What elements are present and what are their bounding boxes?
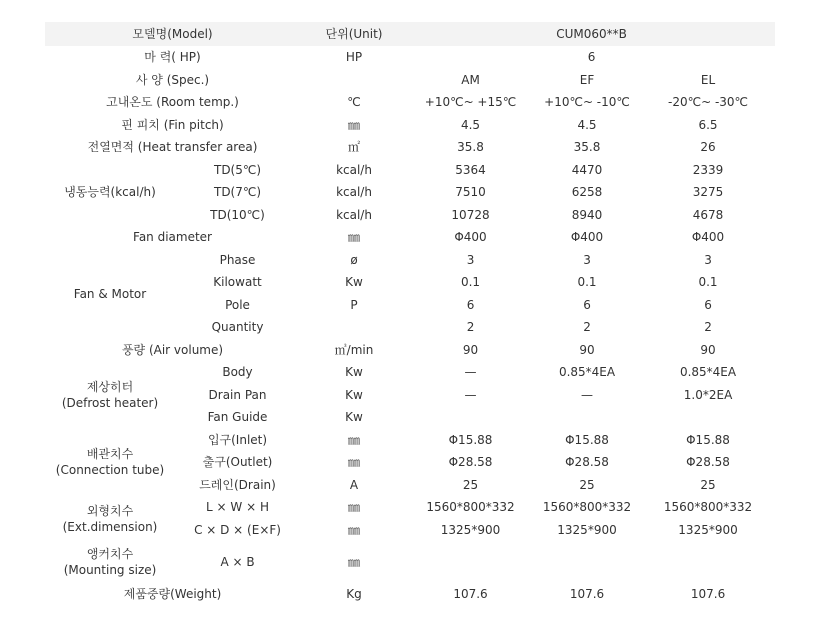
row-value: EF (579, 72, 595, 87)
group-label-en: (Ext.dimension) (62, 519, 158, 534)
row-value: 107.6 (453, 587, 488, 602)
row-value: +10℃~ -10℃ (544, 95, 630, 110)
row-value: 6258 (571, 185, 603, 200)
row-value: 4678 (692, 207, 724, 222)
row-value (533, 406, 641, 429)
row-sublabel: Phase (219, 252, 256, 267)
row-unit (300, 69, 408, 92)
row-value: Φ28.58 (448, 455, 493, 470)
header-model-value: CUM060**B (408, 22, 775, 46)
row-unit: P (350, 297, 358, 312)
row-cooling-td5 (45, 159, 775, 182)
header-model: 모델명(Model) (45, 22, 300, 46)
row-value: AM (461, 72, 480, 87)
row-value: 2339 (692, 162, 724, 177)
row-value: Φ28.58 (565, 455, 609, 470)
group-label-en: (Mounting size) (63, 563, 157, 577)
row-value: 25 (579, 477, 595, 492)
row-sublabel: 출구(Outlet) (202, 455, 273, 470)
row-value: 0.1 (460, 275, 481, 290)
row-value: 6 (466, 297, 475, 312)
row-hp (45, 46, 775, 69)
row-unit: Kw (345, 275, 363, 290)
row-value: 6.5 (698, 117, 718, 132)
row-value: — (581, 387, 594, 402)
row-value: 1560*800*332 (426, 500, 515, 515)
row-unit: kcal/h (336, 162, 372, 177)
row-value: 1.0*2EA (683, 387, 733, 402)
row-fin-pitch (45, 114, 775, 137)
row-value: 3 (704, 252, 712, 267)
row-value: Φ15.88 (448, 432, 493, 447)
row-value: 35.8 (573, 140, 601, 155)
row-unit: ㎜ (348, 117, 361, 132)
row-value: 6 (704, 297, 712, 312)
group-label-ko: 앵커치수 (86, 547, 134, 561)
row-value: 0.85*4EA (679, 365, 737, 380)
row-connection-inlet (45, 429, 775, 452)
row-sublabel: 입구(Inlet) (207, 432, 268, 447)
row-value: Φ400 (454, 230, 487, 245)
row-sublabel: Pole (225, 297, 250, 312)
row-sublabel: C × D × (E×F) (194, 522, 281, 537)
row-label: 고내온도 (Room temp.) (106, 95, 239, 110)
row-value: Φ15.88 (686, 432, 730, 447)
row-unit: Kw (345, 410, 363, 425)
row-room-temp (45, 91, 775, 114)
row-value: Φ400 (691, 230, 725, 245)
row-value: 1560*800*332 (663, 500, 753, 515)
row-sublabel: TD(7℃) (213, 185, 262, 200)
row-value: 25 (462, 477, 479, 492)
row-value: 6 (583, 297, 591, 312)
row-value: 26 (700, 140, 716, 155)
row-value: 2 (704, 320, 712, 335)
row-value: 0.85*4EA (558, 365, 616, 380)
row-value: Φ400 (570, 230, 604, 245)
row-value: 4.5 (460, 117, 481, 132)
row-unit: kcal/h (336, 185, 372, 200)
row-value: 35.8 (457, 140, 484, 155)
row-unit: Kw (345, 365, 363, 380)
row-value: 1325*900 (557, 522, 617, 537)
row-unit: ㎡ (348, 140, 361, 155)
group-label-fan-motor: Fan & Motor (73, 286, 147, 301)
row-spec (45, 69, 775, 92)
row-label: 전열면적 (Heat transfer area) (87, 140, 258, 155)
row-unit: ㎜ (348, 455, 361, 470)
row-unit: Kg (346, 587, 362, 602)
group-label-ko: 외형치수 (86, 503, 134, 518)
row-value (408, 406, 533, 429)
group-label-cooling: 냉동능력(kcal/h) (64, 185, 156, 200)
row-value: EL (700, 72, 716, 87)
row-sublabel: TD(5℃) (213, 162, 262, 177)
row-sublabel: TD(10℃) (210, 207, 265, 222)
row-value: 10728 (451, 207, 490, 222)
row-value (533, 541, 641, 583)
group-label-ko: 배관치수 (86, 447, 134, 462)
group-label-mounting (45, 541, 175, 583)
row-value: 90 (579, 342, 595, 357)
row-fan-diameter (45, 226, 775, 249)
row-sublabel: Kilowatt (213, 275, 262, 290)
row-unit: A (349, 477, 359, 492)
group-label-connection (45, 429, 175, 497)
row-value: 90 (700, 342, 716, 357)
row-value: 3275 (692, 185, 724, 200)
row-sublabel: Quantity (211, 320, 264, 335)
row-value: 3 (583, 252, 591, 267)
row-value: 25 (700, 477, 716, 492)
row-value: +10℃~ +15℃ (424, 95, 517, 110)
row-sublabel: 드레인(Drain) (199, 477, 276, 492)
row-label: 핀 피치 (Fin pitch) (121, 117, 224, 132)
row-sublabel: A × B (220, 555, 255, 569)
row-air-volume (45, 339, 775, 362)
row-value: 2 (466, 320, 475, 335)
row-value: — (464, 387, 477, 402)
group-label-en: (Connection tube) (55, 463, 165, 478)
row-value: 107.6 (569, 587, 605, 602)
row-value: 1325*900 (440, 522, 501, 537)
row-value: 5364 (455, 162, 486, 177)
group-label-en: (Defrost heater) (61, 395, 159, 410)
row-unit: ø (350, 252, 358, 267)
row-value: 1325*900 (678, 522, 738, 537)
row-value: 107.6 (690, 587, 726, 602)
row-sublabel: L × W × H (206, 500, 269, 515)
row-unit: Kw (345, 387, 363, 402)
row-value: 4.5 (577, 117, 597, 132)
row-sublabel: Body (222, 365, 253, 380)
row-label: Fan diameter (133, 230, 212, 245)
row-value: — (464, 365, 477, 380)
row-label: 제품중량(Weight) (123, 587, 222, 602)
row-unit (300, 316, 408, 339)
row-value: 4470 (571, 162, 603, 177)
row-value (641, 406, 775, 429)
row-heat-area (45, 136, 775, 159)
header-row (45, 22, 775, 46)
row-value: 6 (587, 50, 596, 65)
row-value: -20℃~ -30℃ (668, 95, 749, 110)
row-value: 1560*800*332 (542, 500, 632, 515)
row-value: 8940 (571, 207, 603, 222)
row-unit: kcal/h (336, 207, 372, 222)
group-label-ext-dimension (45, 496, 175, 541)
row-value (408, 541, 533, 583)
row-label: 사 양 (Spec.) (135, 72, 210, 87)
row-value (641, 541, 775, 583)
group-label-defrost (45, 361, 175, 429)
row-fan-phase (45, 249, 775, 272)
row-sublabel: Drain Pan (208, 387, 267, 402)
row-sublabel: Fan Guide (207, 410, 268, 425)
row-value: 0.1 (698, 275, 718, 290)
row-value: Φ15.88 (565, 432, 609, 447)
row-unit: ㎜ (348, 230, 361, 245)
row-unit: ㎜ (348, 555, 361, 569)
group-label-ko: 제상히터 (86, 379, 134, 394)
row-weight (45, 583, 775, 606)
header-unit: 단위(Unit) (300, 22, 408, 46)
row-label: 마 력( HP) (144, 50, 201, 65)
row-unit: ㎜ (348, 432, 361, 447)
row-unit: ㎜ (348, 522, 361, 537)
row-value: 90 (462, 342, 479, 357)
row-defrost-body (45, 361, 775, 384)
row-mounting (45, 541, 775, 583)
row-value: 7510 (455, 185, 486, 200)
row-unit: HP (345, 50, 363, 65)
row-value: 0.1 (577, 275, 597, 290)
row-unit: ㎜ (348, 500, 361, 515)
row-label: 풍량 (Air volume) (121, 342, 224, 357)
row-value: 3 (466, 252, 475, 267)
row-unit: ㎥/min (334, 342, 374, 357)
spec-table (45, 22, 775, 606)
row-unit: ℃ (347, 95, 361, 110)
row-value: 2 (583, 320, 591, 335)
row-value: Φ28.58 (686, 455, 730, 470)
row-ext-lwh (45, 496, 775, 519)
